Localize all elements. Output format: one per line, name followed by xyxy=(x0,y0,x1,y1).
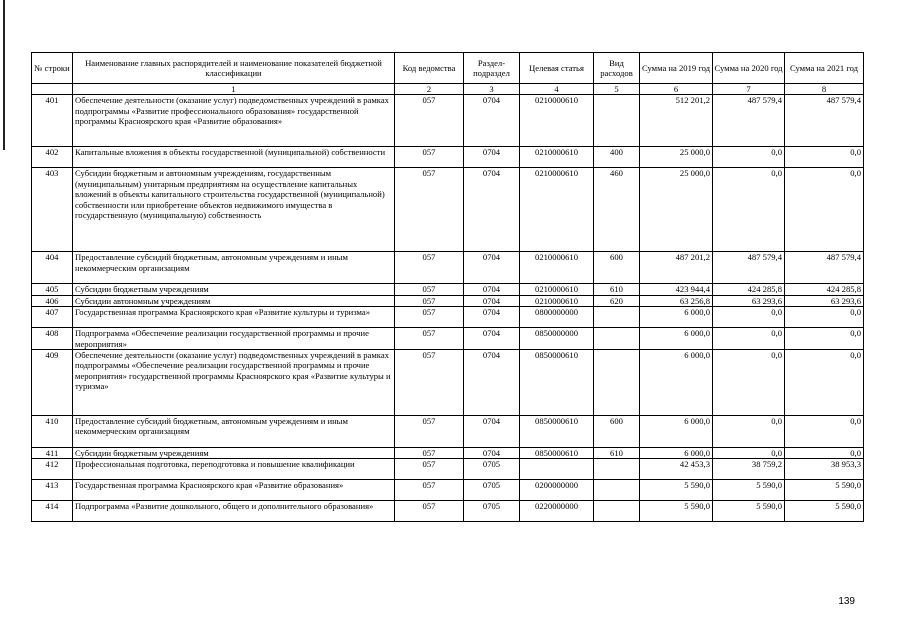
amount-2020: 0,0 xyxy=(713,168,785,252)
section-code: 0704 xyxy=(464,328,520,350)
indicator-name: Подпрограмма «Обеспечение реализации государственной программы и прочие мероприятия» xyxy=(73,328,395,350)
target-article: 0850000610 xyxy=(520,416,594,448)
target-article: 0210000610 xyxy=(520,147,594,168)
row-number: 413 xyxy=(32,480,73,501)
section-code: 0704 xyxy=(464,284,520,295)
row-number: 414 xyxy=(32,501,73,522)
target-article: 0800000000 xyxy=(520,307,594,328)
expense-type: 600 xyxy=(594,252,640,284)
expense-type: 460 xyxy=(594,168,640,252)
table-row xyxy=(32,328,864,350)
header-section: Раздел-подраздел xyxy=(464,53,520,84)
expense-type: 600 xyxy=(594,416,640,448)
target-article: 0200000000 xyxy=(520,480,594,501)
row-number: 411 xyxy=(32,448,73,459)
row-number: 407 xyxy=(32,307,73,328)
section-code: 0705 xyxy=(464,459,520,480)
column-number: 3 xyxy=(464,84,520,95)
amount-2021: 487 579,4 xyxy=(785,95,864,147)
amount-2019: 42 453,3 xyxy=(640,459,713,480)
row-number: 405 xyxy=(32,284,73,295)
amount-2021: 5 590,0 xyxy=(785,501,864,522)
header-row xyxy=(32,53,864,84)
table-row xyxy=(32,448,864,459)
section-code: 0705 xyxy=(464,480,520,501)
column-number: 5 xyxy=(594,84,640,95)
amount-2019: 423 944,4 xyxy=(640,284,713,295)
indicator-name: Субсидии бюджетным учреждениям xyxy=(73,284,395,295)
target-article: 0850000000 xyxy=(520,328,594,350)
row-number: 401 xyxy=(32,95,73,147)
target-article: 0850000610 xyxy=(520,350,594,416)
table-row xyxy=(32,501,864,522)
indicator-name: Обеспечение деятельности (оказание услуг) подведомственных учреждений в рамках подпрограммы «Обеспечение реализации государственной программы и прочие мероприятия» государственной программы Красноярского края «Развитие культуры и туризма» xyxy=(73,350,395,416)
header-2019: Сумма на 2019 год xyxy=(640,53,713,84)
target-article: 0210000610 xyxy=(520,295,594,306)
table-row xyxy=(32,284,864,295)
amount-2021: 0,0 xyxy=(785,448,864,459)
column-number xyxy=(32,84,73,95)
indicator-name: Предоставление субсидий бюджетным, автономным учреждениям и иным некоммерческим организациям xyxy=(73,252,395,284)
amount-2021: 0,0 xyxy=(785,307,864,328)
amount-2020: 0,0 xyxy=(713,448,785,459)
header-num: № строки xyxy=(32,53,73,84)
target-article: 0220000000 xyxy=(520,501,594,522)
expense-type xyxy=(594,501,640,522)
expense-type xyxy=(594,459,640,480)
amount-2020: 0,0 xyxy=(713,307,785,328)
header-2021: Сумма на 2021 год xyxy=(785,53,864,84)
column-number: 1 xyxy=(73,84,395,95)
indicator-name: Профессиональная подготовка, переподготовка и повышение квалификации xyxy=(73,459,395,480)
amount-2021: 63 293,6 xyxy=(785,295,864,306)
amount-2021: 38 953,3 xyxy=(785,459,864,480)
dept-code: 057 xyxy=(395,350,464,416)
section-code: 0704 xyxy=(464,295,520,306)
amount-2019: 487 201,2 xyxy=(640,252,713,284)
amount-2021: 0,0 xyxy=(785,350,864,416)
table-row xyxy=(32,147,864,168)
column-number: 6 xyxy=(640,84,713,95)
amount-2019: 6 000,0 xyxy=(640,448,713,459)
table-row xyxy=(32,295,864,306)
table-row xyxy=(32,95,864,147)
amount-2019: 63 256,8 xyxy=(640,295,713,306)
header-target: Целевая статья xyxy=(520,53,594,84)
amount-2021: 5 590,0 xyxy=(785,480,864,501)
amount-2021: 424 285,8 xyxy=(785,284,864,295)
expense-type xyxy=(594,480,640,501)
amount-2020: 0,0 xyxy=(713,147,785,168)
amount-2020: 5 590,0 xyxy=(713,501,785,522)
expense-type xyxy=(594,95,640,147)
column-number: 7 xyxy=(713,84,785,95)
section-code: 0704 xyxy=(464,252,520,284)
dept-code: 057 xyxy=(395,95,464,147)
table-row xyxy=(32,252,864,284)
header-dept: Код ведомства xyxy=(395,53,464,84)
dept-code: 057 xyxy=(395,284,464,295)
dept-code: 057 xyxy=(395,501,464,522)
table-body xyxy=(32,95,864,522)
amount-2021: 0,0 xyxy=(785,147,864,168)
indicator-name: Государственная программа Красноярского края «Развитие культуры и туризма» xyxy=(73,307,395,328)
row-number: 409 xyxy=(32,350,73,416)
indicator-name: Субсидии автономным учреждениям xyxy=(73,295,395,306)
dept-code: 057 xyxy=(395,480,464,501)
amount-2020: 0,0 xyxy=(713,328,785,350)
target-article: 0850000610 xyxy=(520,448,594,459)
amount-2019: 25 000,0 xyxy=(640,168,713,252)
table-row xyxy=(32,459,864,480)
column-number: 4 xyxy=(520,84,594,95)
header-name: Наименование главных распорядителей и наименование показателей бюджетной классификации xyxy=(73,53,395,84)
section-code: 0704 xyxy=(464,350,520,416)
section-code: 0704 xyxy=(464,307,520,328)
dept-code: 057 xyxy=(395,307,464,328)
dept-code: 057 xyxy=(395,168,464,252)
table-row xyxy=(32,350,864,416)
header-exptype: Вид расходов xyxy=(594,53,640,84)
header-2020: Сумма на 2020 год xyxy=(713,53,785,84)
expense-type: 610 xyxy=(594,284,640,295)
dept-code: 057 xyxy=(395,416,464,448)
expense-type xyxy=(594,350,640,416)
amount-2020: 487 579,4 xyxy=(713,252,785,284)
section-code: 0704 xyxy=(464,168,520,252)
amount-2020: 38 759,2 xyxy=(713,459,785,480)
amount-2019: 6 000,0 xyxy=(640,416,713,448)
table-row xyxy=(32,416,864,448)
dept-code: 057 xyxy=(395,448,464,459)
amount-2021: 487 579,4 xyxy=(785,252,864,284)
section-code: 0704 xyxy=(464,448,520,459)
dept-code: 057 xyxy=(395,252,464,284)
amount-2019: 512 201,2 xyxy=(640,95,713,147)
row-number: 408 xyxy=(32,328,73,350)
amount-2021: 0,0 xyxy=(785,416,864,448)
indicator-name: Субсидии бюджетным и автономным учреждениям, государственным (муниципальным) унитарным предприятиям на осуществление капитальных вложений в объекты капитального строительства государственной (муниципальной) собственности или приобретение объектов недвижимого имущества в государственную (муниципальную) собственность xyxy=(73,168,395,252)
amount-2020: 424 285,8 xyxy=(713,284,785,295)
amount-2019: 5 590,0 xyxy=(640,501,713,522)
indicator-name: Государственная программа Красноярского края «Развитие образования» xyxy=(73,480,395,501)
table-row xyxy=(32,307,864,328)
expense-type: 620 xyxy=(594,295,640,306)
dept-code: 057 xyxy=(395,147,464,168)
section-code: 0705 xyxy=(464,501,520,522)
amount-2020: 63 293,6 xyxy=(713,295,785,306)
amount-2019: 6 000,0 xyxy=(640,350,713,416)
indicator-name: Капитальные вложения в объекты государственной (муниципальной) собственности xyxy=(73,147,395,168)
amount-2019: 6 000,0 xyxy=(640,328,713,350)
indicator-name: Обеспечение деятельности (оказание услуг) подведомственных учреждений в рамках подпрограммы «Развитие профессионального образования» государственной программы Красноярского края «Развитие образования» xyxy=(73,95,395,147)
target-article xyxy=(520,459,594,480)
row-number: 404 xyxy=(32,252,73,284)
expense-type: 400 xyxy=(594,147,640,168)
table-row xyxy=(32,480,864,501)
column-number: 8 xyxy=(785,84,864,95)
expense-type xyxy=(594,307,640,328)
table-row xyxy=(32,168,864,252)
budget-table xyxy=(31,52,864,522)
expense-type: 610 xyxy=(594,448,640,459)
amount-2019: 25 000,0 xyxy=(640,147,713,168)
indicator-name: Субсидии бюджетным учреждениям xyxy=(73,448,395,459)
row-number: 403 xyxy=(32,168,73,252)
amount-2020: 487 579,4 xyxy=(713,95,785,147)
target-article: 0210000610 xyxy=(520,95,594,147)
dept-code: 057 xyxy=(395,459,464,480)
page-left-edge xyxy=(3,0,5,150)
expense-type xyxy=(594,328,640,350)
target-article: 0210000610 xyxy=(520,252,594,284)
page-number: 139 xyxy=(838,596,855,607)
dept-code: 057 xyxy=(395,328,464,350)
section-code: 0704 xyxy=(464,416,520,448)
row-number: 412 xyxy=(32,459,73,480)
amount-2019: 6 000,0 xyxy=(640,307,713,328)
indicator-name: Предоставление субсидий бюджетным, автономным учреждениям и иным некоммерческим организациям xyxy=(73,416,395,448)
indicator-name: Подпрограмма «Развитие дошкольного, общего и дополнительного образования» xyxy=(73,501,395,522)
section-code: 0704 xyxy=(464,95,520,147)
column-number-row xyxy=(32,84,864,95)
dept-code: 057 xyxy=(395,295,464,306)
target-article: 0210000610 xyxy=(520,168,594,252)
row-number: 406 xyxy=(32,295,73,306)
amount-2021: 0,0 xyxy=(785,328,864,350)
column-number: 2 xyxy=(395,84,464,95)
section-code: 0704 xyxy=(464,147,520,168)
row-number: 402 xyxy=(32,147,73,168)
amount-2020: 0,0 xyxy=(713,416,785,448)
target-article: 0210000610 xyxy=(520,284,594,295)
row-number: 410 xyxy=(32,416,73,448)
amount-2019: 5 590,0 xyxy=(640,480,713,501)
amount-2020: 0,0 xyxy=(713,350,785,416)
amount-2020: 5 590,0 xyxy=(713,480,785,501)
amount-2021: 0,0 xyxy=(785,168,864,252)
